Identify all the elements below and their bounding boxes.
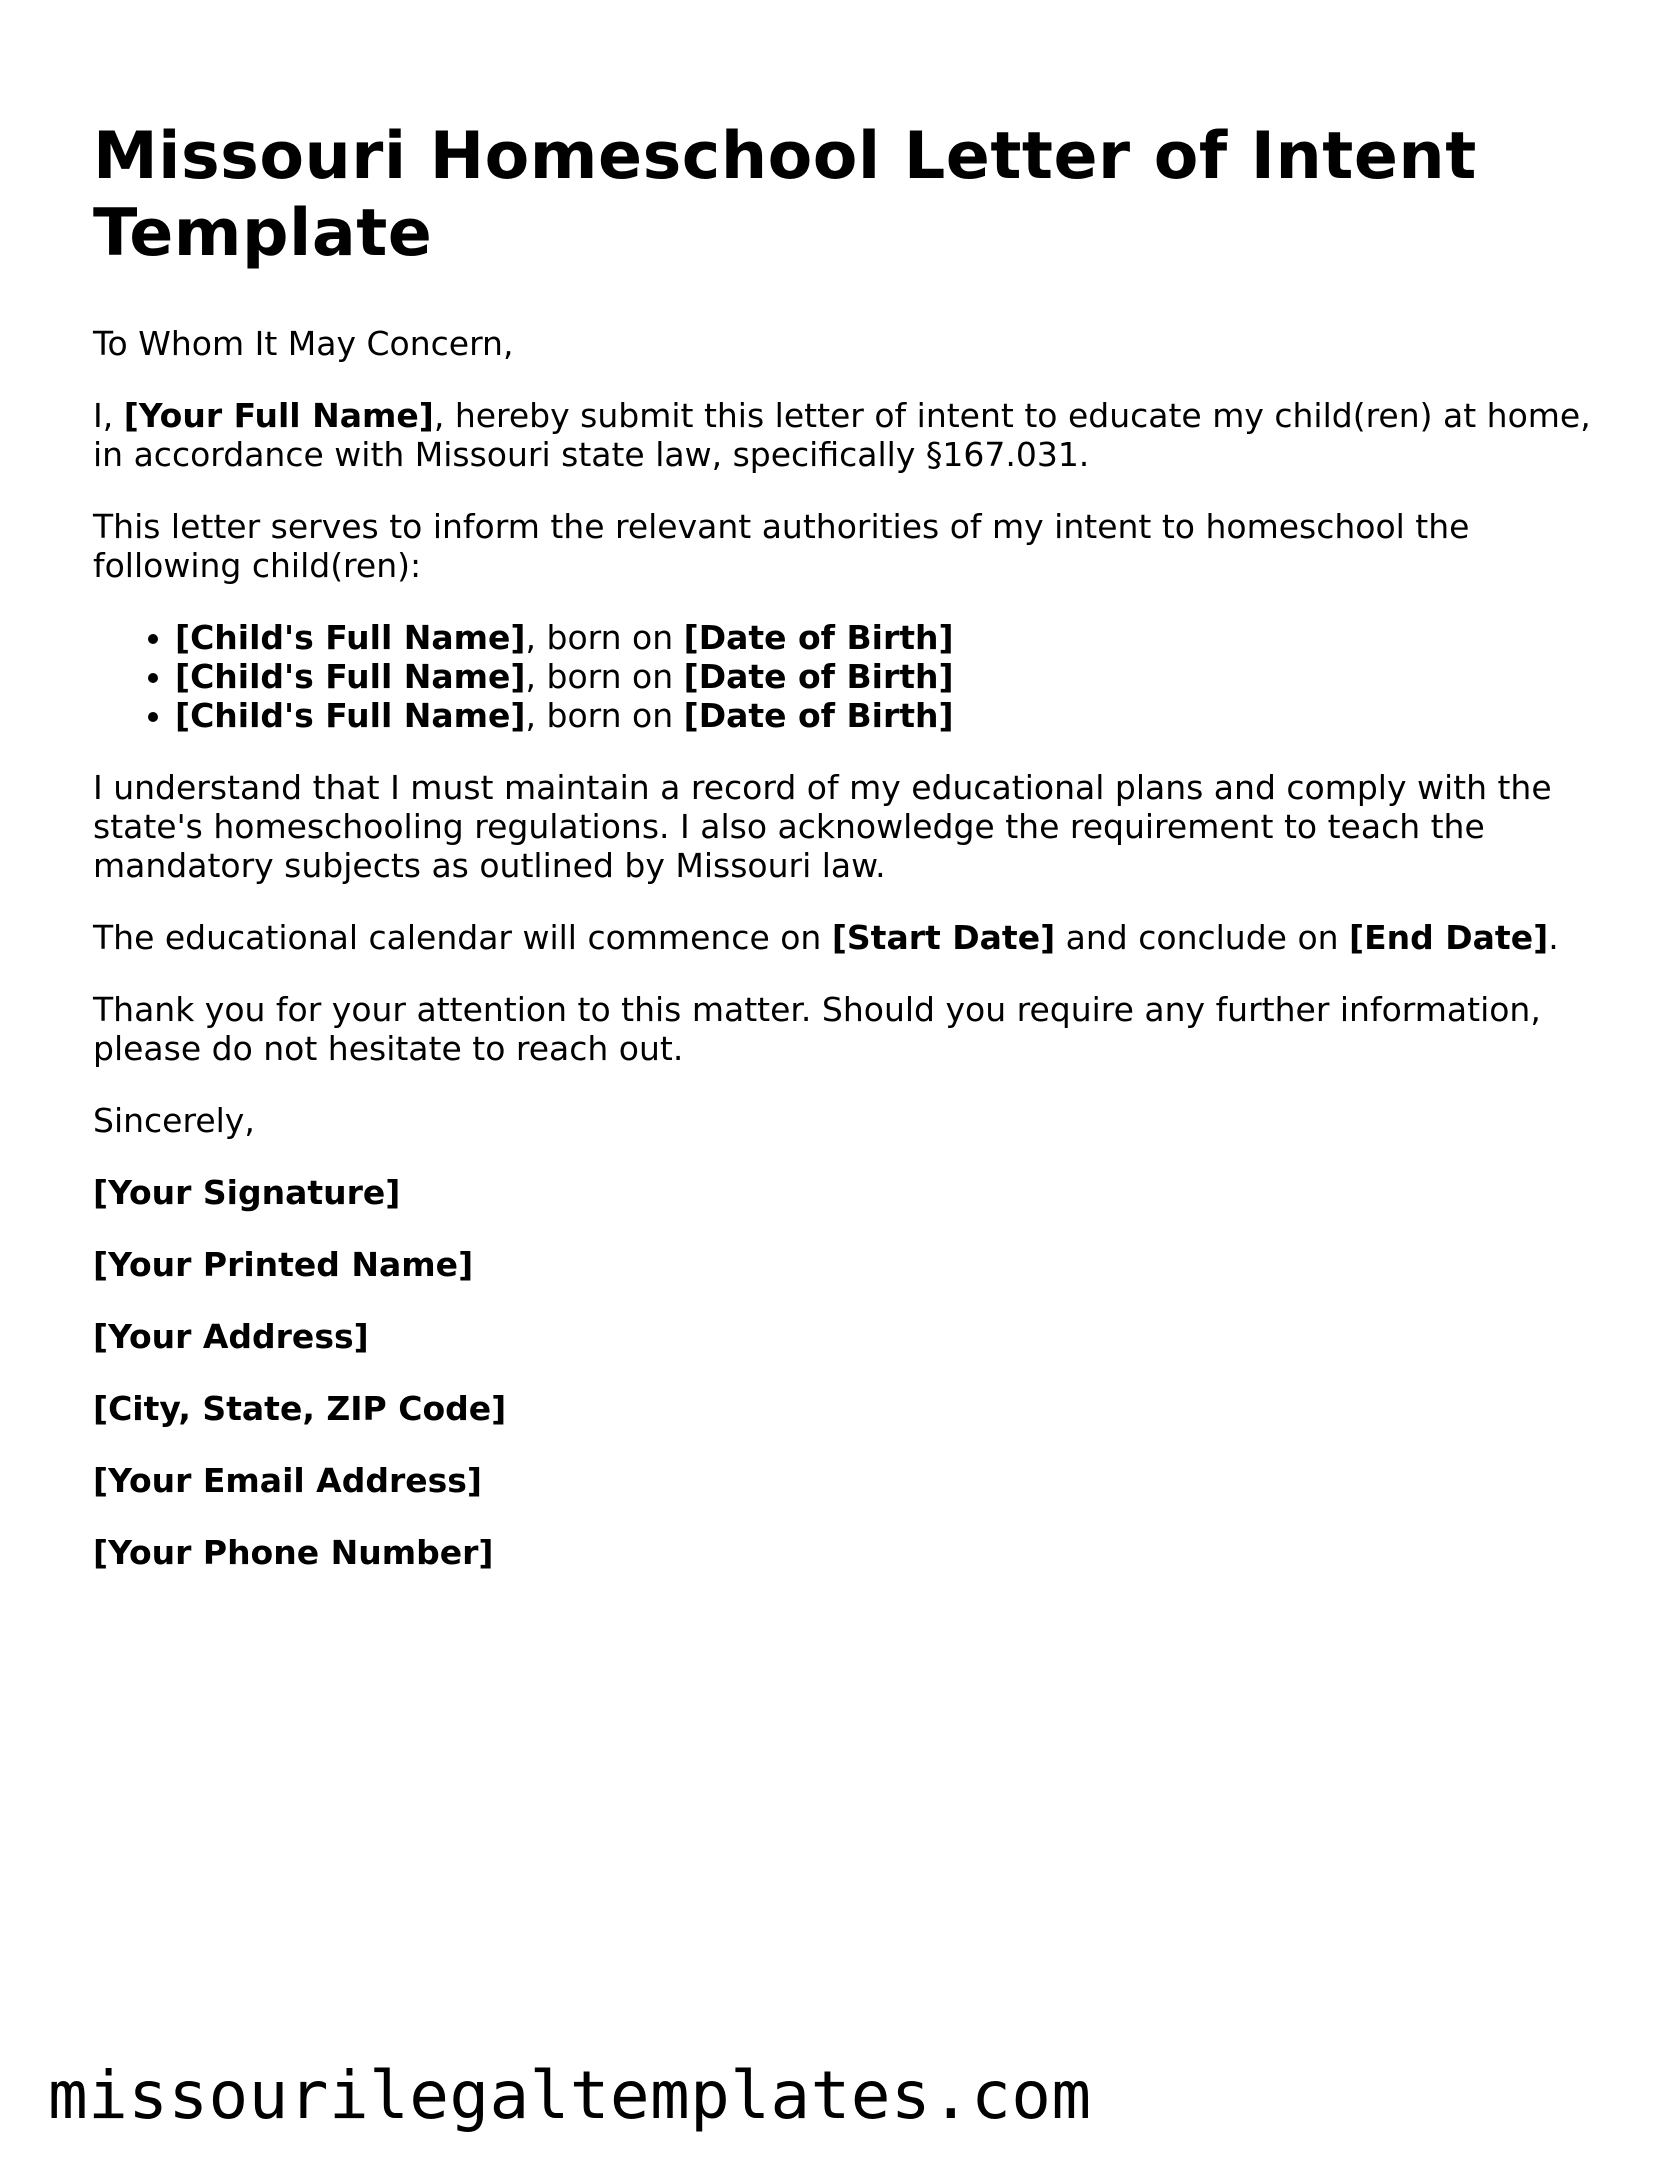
closing: Sincerely, [93, 1101, 255, 1140]
address-placeholder [93, 1317, 1593, 1356]
children-list [93, 618, 1593, 735]
calendar-paragraph [93, 918, 1593, 957]
born-on-text: , born on [525, 696, 684, 735]
signature-text: [Your Signature] [93, 1173, 401, 1212]
email-placeholder [93, 1461, 1593, 1500]
list-item [175, 618, 1593, 657]
printed-name-placeholder [93, 1245, 1593, 1284]
letter-page [93, 118, 1593, 1605]
list-item [175, 696, 1593, 735]
intro-prefix: I, [93, 396, 124, 435]
intro-suffix: , hereby submit this letter of intent to educate my child(ren) at home, in accordance with Missouri state law, specifically §167.031. [93, 396, 1591, 474]
city-state-zip-placeholder [93, 1389, 1593, 1428]
thanks-paragraph: Thank you for your attention to this matter. Should you require any further information, please do not hesitate to reach out. [93, 990, 1541, 1068]
born-on-text: , born on [525, 618, 684, 657]
end-date-placeholder: [End Date] [1349, 918, 1549, 957]
start-date-placeholder: [Start Date] [831, 918, 1056, 957]
phone-text: [Your Phone Number] [93, 1533, 494, 1572]
calendar-suffix: . [1548, 918, 1559, 957]
printed-name-text: [Your Printed Name] [93, 1245, 474, 1284]
dob-placeholder: [Date of Birth] [683, 618, 954, 657]
inform-paragraph: This letter serves to inform the relevant authorities of my intent to homeschool the following child(ren): [93, 507, 1470, 585]
email-text: [Your Email Address] [93, 1461, 482, 1500]
calendar-middle: and conclude on [1055, 918, 1350, 957]
child-name-placeholder: [Child's Full Name] [175, 657, 526, 696]
calendar-prefix: The educational calendar will commence on [93, 918, 832, 957]
salutation: To Whom It May Concern, [93, 324, 514, 363]
list-item [175, 657, 1593, 696]
child-name-placeholder: [Child's Full Name] [175, 696, 526, 735]
born-on-text: , born on [525, 657, 684, 696]
child-name-placeholder: [Child's Full Name] [175, 618, 526, 657]
city-state-zip-text: [City, State, ZIP Code] [93, 1389, 507, 1428]
dob-placeholder: [Date of Birth] [683, 696, 954, 735]
signature-placeholder [93, 1173, 1593, 1212]
page-title: Missouri Homeschool Letter of Intent Template [93, 119, 1477, 271]
phone-placeholder [93, 1533, 1593, 1572]
intro-paragraph [93, 396, 1593, 474]
signature-block [93, 1173, 1593, 1572]
address-text: [Your Address] [93, 1317, 369, 1356]
dob-placeholder: [Date of Birth] [683, 657, 954, 696]
understand-paragraph: I understand that I must maintain a record of my educational plans and comply with the state's homeschooling regulations. I also acknowledge the requirement to teach the mandatory subjects as outlined by Missouri law. [93, 768, 1552, 885]
full-name-placeholder: [Your Full Name] [123, 396, 434, 435]
footer-watermark: missourilegaltemplates.com [48, 2057, 1092, 2134]
